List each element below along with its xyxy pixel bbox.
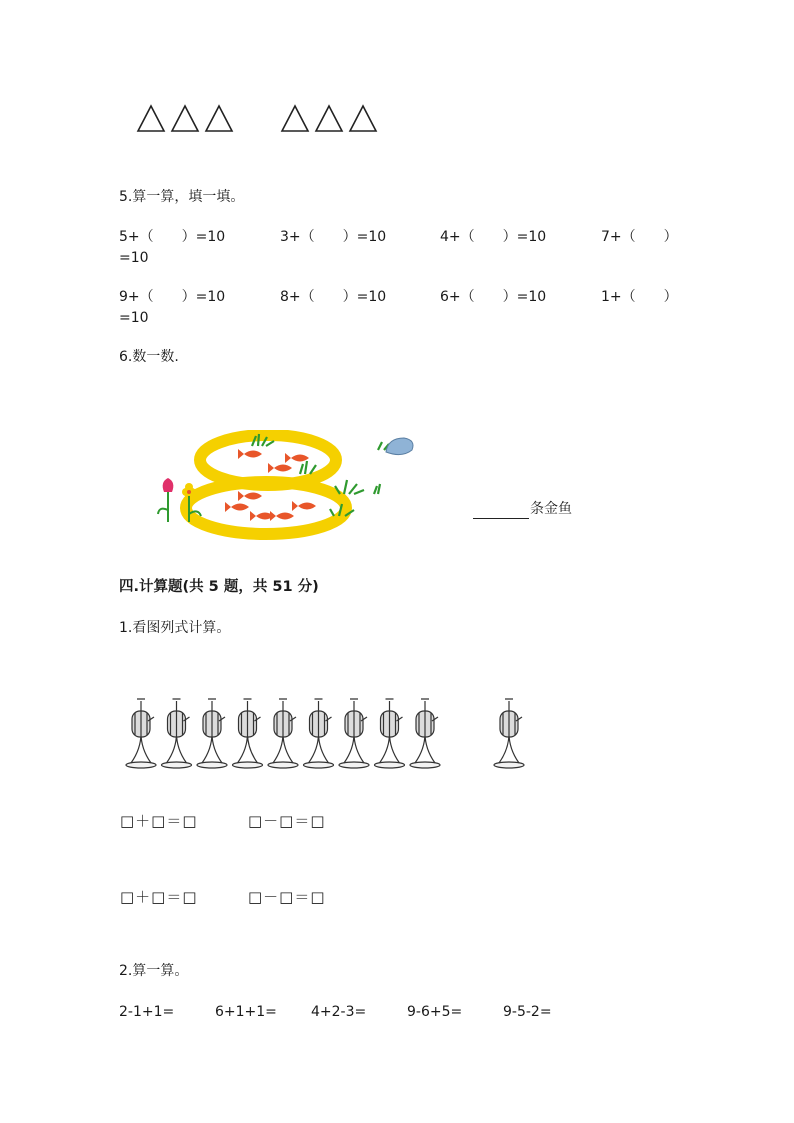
trumpet-icon	[339, 699, 369, 768]
calc2-problem-4: 9-6+5=	[407, 1004, 463, 1020]
q6-answer	[473, 499, 572, 519]
calc1-eq-add-2: □＋□＝□	[120, 888, 198, 906]
q5-row1-item3: 4+（ ）=10	[440, 229, 547, 245]
q5-row2-wrap: =10	[119, 310, 149, 326]
trumpet-icon	[268, 699, 298, 768]
q5-row1-item4	[601, 227, 685, 247]
calc2-problem-3: 4+2-3=	[311, 1004, 367, 1020]
trumpet-icon	[494, 699, 524, 768]
q5-title: 5.算一算，填一填。	[119, 189, 245, 205]
triangle-icon	[282, 106, 308, 131]
triangle-group-left	[136, 100, 236, 134]
goldfish-icon	[238, 491, 262, 501]
q5-row1-wrap: =10	[119, 250, 149, 266]
q5-row1-item2: 3+（ ）=10	[280, 229, 387, 245]
q6-answer-blank[interactable]	[473, 504, 529, 519]
q5-row2-item4: 1+（ ）	[601, 289, 678, 305]
goldfish-icon	[270, 511, 294, 521]
triangle-icon	[138, 106, 164, 131]
q5-row2-item1: 9+（ ）=10	[119, 289, 226, 305]
calc1-eq-sub-1: □－□＝□	[248, 812, 326, 830]
q6-answer-suffix: 条金鱼	[530, 501, 572, 517]
stone-icon	[386, 438, 413, 455]
calc1-eq-add-1: □＋□＝□	[120, 812, 198, 830]
section4-title: 四.计算题(共 5 题，共 51 分)	[119, 579, 319, 595]
goldfish-icon	[225, 502, 249, 512]
trumpet-row	[124, 693, 544, 769]
calc1-eq-sub-2: □－□＝□	[248, 888, 326, 906]
goldfish-icon	[292, 501, 316, 511]
triangle-icon	[206, 106, 232, 131]
triangle-icon	[316, 106, 342, 131]
goldfish-icon	[268, 463, 292, 473]
trumpet-icon	[410, 699, 440, 768]
goldfish-icon	[238, 449, 262, 459]
trumpet-icon	[304, 699, 334, 768]
trumpet-icon	[197, 699, 227, 768]
q6-title: 6.数一数.	[119, 349, 179, 365]
trumpet-icon	[375, 699, 405, 768]
triangle-icon	[172, 106, 198, 131]
flower-icon	[158, 478, 173, 522]
trumpet-icon	[233, 699, 263, 768]
goldfish-icon	[285, 453, 309, 463]
trumpet-icon	[126, 699, 156, 768]
triangle-icon	[350, 106, 376, 131]
q5-row2-item2: 8+（ ）=10	[280, 289, 387, 305]
calc2-problem-2: 6+1+1=	[215, 1004, 277, 1020]
calc2-title: 2.算一算。	[119, 963, 189, 979]
triangle-group-right	[280, 100, 380, 134]
calc2-problem-1: 2-1+1=	[119, 1004, 175, 1020]
goldfish-illustration	[148, 430, 423, 540]
calc2-problem-5: 9-5-2=	[503, 1004, 552, 1020]
q5-row2-item3: 6+（ ）=10	[440, 289, 547, 305]
calc1-title: 1.看图列式计算。	[119, 620, 231, 636]
trumpet-icon	[162, 699, 192, 768]
q5-row1-item1: 5+（ ）=10	[119, 229, 226, 245]
q5-row1-item4-text: 7+（ ）	[601, 229, 678, 245]
